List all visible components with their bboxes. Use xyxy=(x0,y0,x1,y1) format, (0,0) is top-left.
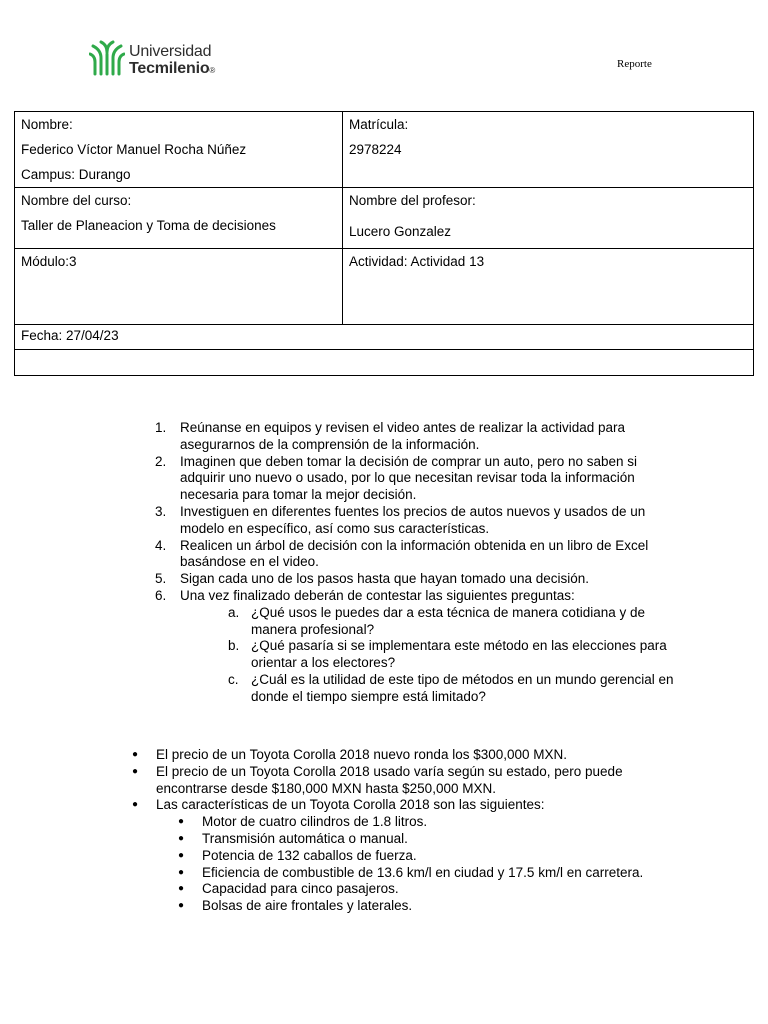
tecmilenio-leaf-icon xyxy=(89,40,125,76)
campus-value: Campus: Durango xyxy=(21,167,131,182)
bullet-icon: ● xyxy=(178,832,185,844)
list-item: 5. Sigan cada uno de los pasos hasta que hayan tomado una decisión. xyxy=(155,571,590,587)
feature-item: ● Capacidad para cinco pasajeros. xyxy=(178,881,399,897)
list-item: 2. Imaginen que deben tomar la decisión de comprar un auto, pero no saben si adquirir uno nuevo o usado, por lo que necesitan revisar toda la información necesaria para tomar la mejor decisión. xyxy=(155,453,638,503)
student-info-table xyxy=(14,111,754,376)
instructions-list xyxy=(155,420,675,706)
bullet-icon: ● xyxy=(178,883,185,895)
activity-value: Actividad: Actividad 13 xyxy=(349,254,485,269)
feature-item: ● Transmisión automática o manual. xyxy=(178,830,408,846)
logo-text-tecmilenio: Tecmilenio® xyxy=(129,60,216,77)
report-label: Reporte xyxy=(617,58,652,70)
list-item: 6. Una vez finalizado deberán de contestar las siguientes preguntas: xyxy=(155,587,575,603)
question-item: b. ¿Qué pasaría si se implementara este método en las elecciones para orientar a los electores? xyxy=(228,638,667,671)
bullet-icon: ● xyxy=(132,765,139,777)
module-cell xyxy=(15,249,343,325)
matricula-value: 2978224 xyxy=(349,142,402,157)
question-item: a. ¿Qué usos le puedes dar a esta técnica de manera cotidiana y de manera profesional? xyxy=(228,604,645,637)
list-item: 3. Investiguen en diferentes fuentes los precios de autos nuevos y usados de un modelo en específico, así como sus características. xyxy=(155,503,646,536)
professor-value: Lucero Gonzalez xyxy=(349,224,452,239)
professor-label: Nombre del profesor: xyxy=(349,193,476,208)
feature-item: ● Bolsas de aire frontales y laterales. xyxy=(178,898,413,914)
feature-item: ● Potencia de 132 caballos de fuerza. xyxy=(178,847,417,863)
activity-cell xyxy=(343,249,754,325)
feature-item: ● Eficiencia de combustible de 13.6 km/l en ciudad y 17.5 km/l en carretera. xyxy=(178,864,644,880)
date-cell xyxy=(15,325,754,350)
empty-row xyxy=(15,350,754,376)
bullet-item: ● Las características de un Toyota Corolla 2018 son las siguientes: xyxy=(132,797,545,813)
question-item: c. ¿Cuál es la utilidad de este tipo de métodos en un mundo gerencial en donde el tiempo siempre está limitado? xyxy=(228,671,674,704)
feature-item: ● Motor de cuatro cilindros de 1.8 litros. xyxy=(178,814,428,830)
name-label: Nombre: xyxy=(21,117,73,132)
list-item: 4. Realicen un árbol de decisión con la información obtenida en un libro de Excel basándose en el video. xyxy=(155,537,649,570)
course-value: Taller de Planeacion y Toma de decisiones xyxy=(21,218,276,233)
name-cell xyxy=(15,112,343,188)
course-label: Nombre del curso: xyxy=(21,193,132,208)
list-item: 1. Reúnanse en equipos y revisen el video antes de realizar la actividad para asegurarnos de la comprensión de la información. xyxy=(155,420,626,452)
bullet-icon: ● xyxy=(132,799,139,811)
date-value: Fecha: 27/04/23 xyxy=(21,328,119,343)
name-value: Federico Víctor Manuel Rocha Núñez xyxy=(21,142,247,157)
findings-list xyxy=(132,747,652,915)
university-logo xyxy=(89,40,229,80)
matricula-label: Matrícula: xyxy=(349,117,409,132)
bullet-item: ● El precio de un Toyota Corolla 2018 usado varía según su estado, pero puede encontrarse desde $180,000 MXN hasta $250,000 MXN. xyxy=(132,763,623,796)
bullet-icon: ● xyxy=(178,866,185,878)
bullet-item: ● El precio de un Toyota Corolla 2018 nuevo ronda los $300,000 MXN. xyxy=(132,747,568,762)
bullet-icon: ● xyxy=(178,816,185,828)
bullet-icon: ● xyxy=(132,749,139,760)
matricula-cell xyxy=(343,112,754,188)
logo-text-universidad: Universidad xyxy=(129,43,212,60)
professor-cell xyxy=(343,188,754,249)
bullet-icon: ● xyxy=(178,849,185,861)
module-value: Módulo:3 xyxy=(21,254,77,269)
course-cell xyxy=(15,188,343,249)
bullet-icon: ● xyxy=(178,900,185,912)
